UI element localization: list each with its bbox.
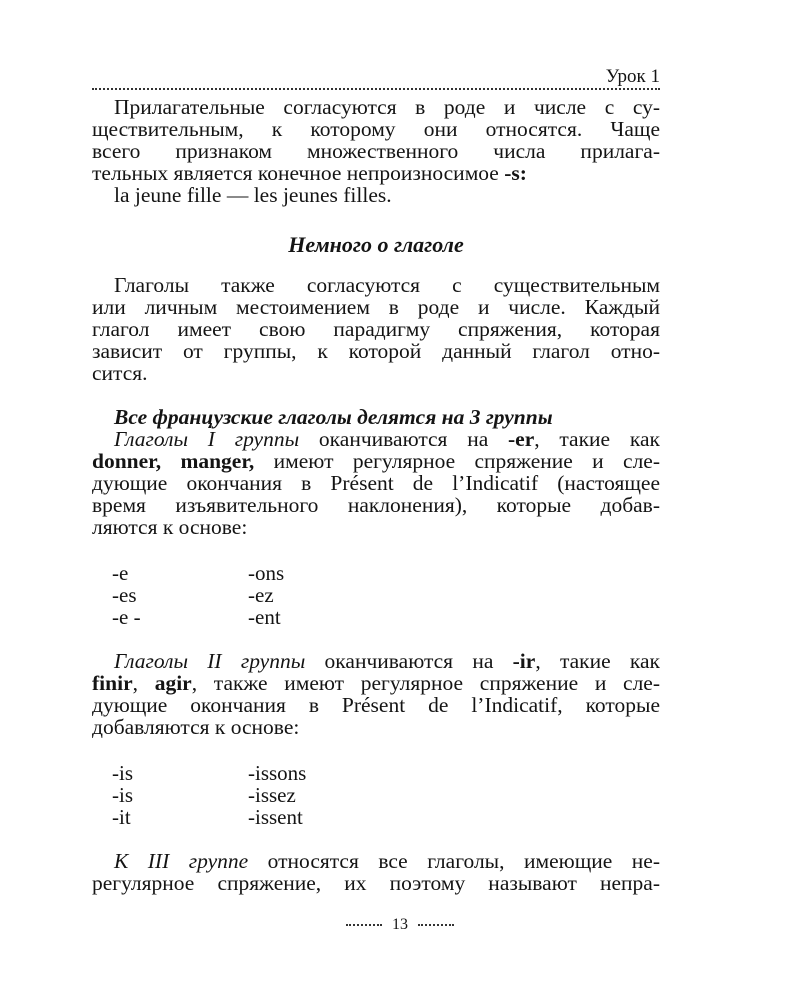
group2-example-1: finir	[92, 671, 133, 695]
endings-row	[112, 584, 412, 606]
book-page	[92, 52, 661, 895]
group3-lead: К III группе	[114, 849, 249, 873]
text-part: оканчиваются на	[299, 427, 509, 451]
group1-examples: donner, manger,	[92, 449, 255, 473]
group2-lead: Глаголы II группы	[114, 649, 306, 673]
group1-endings-table	[112, 562, 412, 628]
group1-ending: -er	[508, 427, 535, 451]
ending-plural: -ez	[248, 583, 274, 607]
group2-ending: -ir	[512, 649, 536, 673]
text-line: ществительным, к которому они относятся. Чаще	[92, 117, 660, 141]
ending-singular: -is	[112, 761, 133, 785]
endings-row	[112, 762, 412, 784]
endings-row	[112, 606, 412, 628]
text-line: всего признаком множественного числа прилага-	[92, 139, 660, 163]
text-line: добавляются к основе:	[92, 715, 300, 739]
endings-row	[112, 784, 412, 806]
text-line: Прилагательные согласуются в роде и числе с су-	[114, 95, 660, 119]
text-line	[92, 650, 660, 672]
groups-heading-text: Все французские глаголы делятся на 3 группы	[114, 405, 553, 429]
example-line: la jeune fille — les jeunes filles.	[114, 183, 392, 207]
lesson-label: Урок 1	[605, 66, 660, 87]
text-line: глагол имеет свою парадигму спряжения, которая	[92, 317, 660, 341]
running-head	[92, 52, 660, 87]
text-part: ,	[132, 671, 155, 695]
groups-heading	[92, 406, 660, 428]
group2-endings-table	[112, 762, 412, 828]
text-line	[92, 428, 660, 450]
paragraph-adjectives	[92, 96, 660, 206]
text-line: или личным местоимением в роде и числе. Каждый	[92, 295, 660, 319]
text-line	[92, 162, 660, 184]
text-part: относятся все глаголы, имеющие не-	[248, 849, 661, 873]
endings-row	[112, 806, 412, 828]
paragraph-group1	[92, 406, 660, 538]
text-part: , такие как	[535, 649, 660, 673]
text-line: ляются к основе:	[92, 515, 248, 539]
text-part: , такие как	[534, 427, 660, 451]
text-line	[92, 450, 660, 472]
paragraph-group3	[92, 850, 660, 894]
plural-ending: -s:	[504, 161, 527, 185]
text-part: , также имеют регулярное спряжение и сле-	[191, 671, 661, 695]
group2-example-2: agir	[154, 671, 192, 695]
ending-singular: -e	[112, 561, 129, 585]
header-dotted-rule	[92, 88, 660, 90]
ending-plural: -issons	[248, 761, 307, 785]
ending-plural: -ons	[248, 561, 285, 585]
text-line: зависит от группы, к которой данный глагол отно-	[92, 339, 660, 363]
paragraph-verbs	[92, 274, 660, 384]
ending-singular: -e -	[112, 605, 141, 629]
text-line: дующие окончания в Présent de l’Indicatif (настоящее	[92, 471, 660, 495]
text-line: сится.	[92, 361, 148, 385]
text-line	[92, 672, 660, 694]
ending-singular: -it	[112, 805, 131, 829]
text-part: оканчиваются на	[305, 649, 513, 673]
footer-dots-left	[346, 924, 382, 926]
ending-singular: -is	[112, 783, 133, 807]
section-heading: Немного о глаголе	[288, 232, 464, 257]
text-line: Глаголы также согласуются с существительным	[114, 273, 660, 297]
ending-plural: -ent	[248, 605, 281, 629]
ending-plural: -issez	[248, 783, 296, 807]
text-line: регулярное спряжение, их поэтому называют непра-	[92, 871, 660, 895]
text-line	[92, 850, 660, 872]
ending-singular: -es	[112, 583, 137, 607]
paragraph-group2	[92, 650, 660, 738]
page-footer	[0, 916, 800, 934]
group1-lead: Глаголы I группы	[114, 427, 300, 451]
footer-dots-right	[418, 924, 454, 926]
text-line: дующие окончания в Présent de l’Indicatif, которые	[92, 693, 660, 717]
ending-plural: -issent	[248, 805, 303, 829]
text-part: имеют регулярное спряжение и сле-	[254, 449, 661, 473]
endings-row	[112, 562, 412, 584]
text-line: время изъявительного наклонения), которые добав-	[92, 493, 660, 517]
text-line-part: тельных является конечное непроизносимое	[92, 161, 499, 185]
page-number: 13	[392, 916, 408, 933]
